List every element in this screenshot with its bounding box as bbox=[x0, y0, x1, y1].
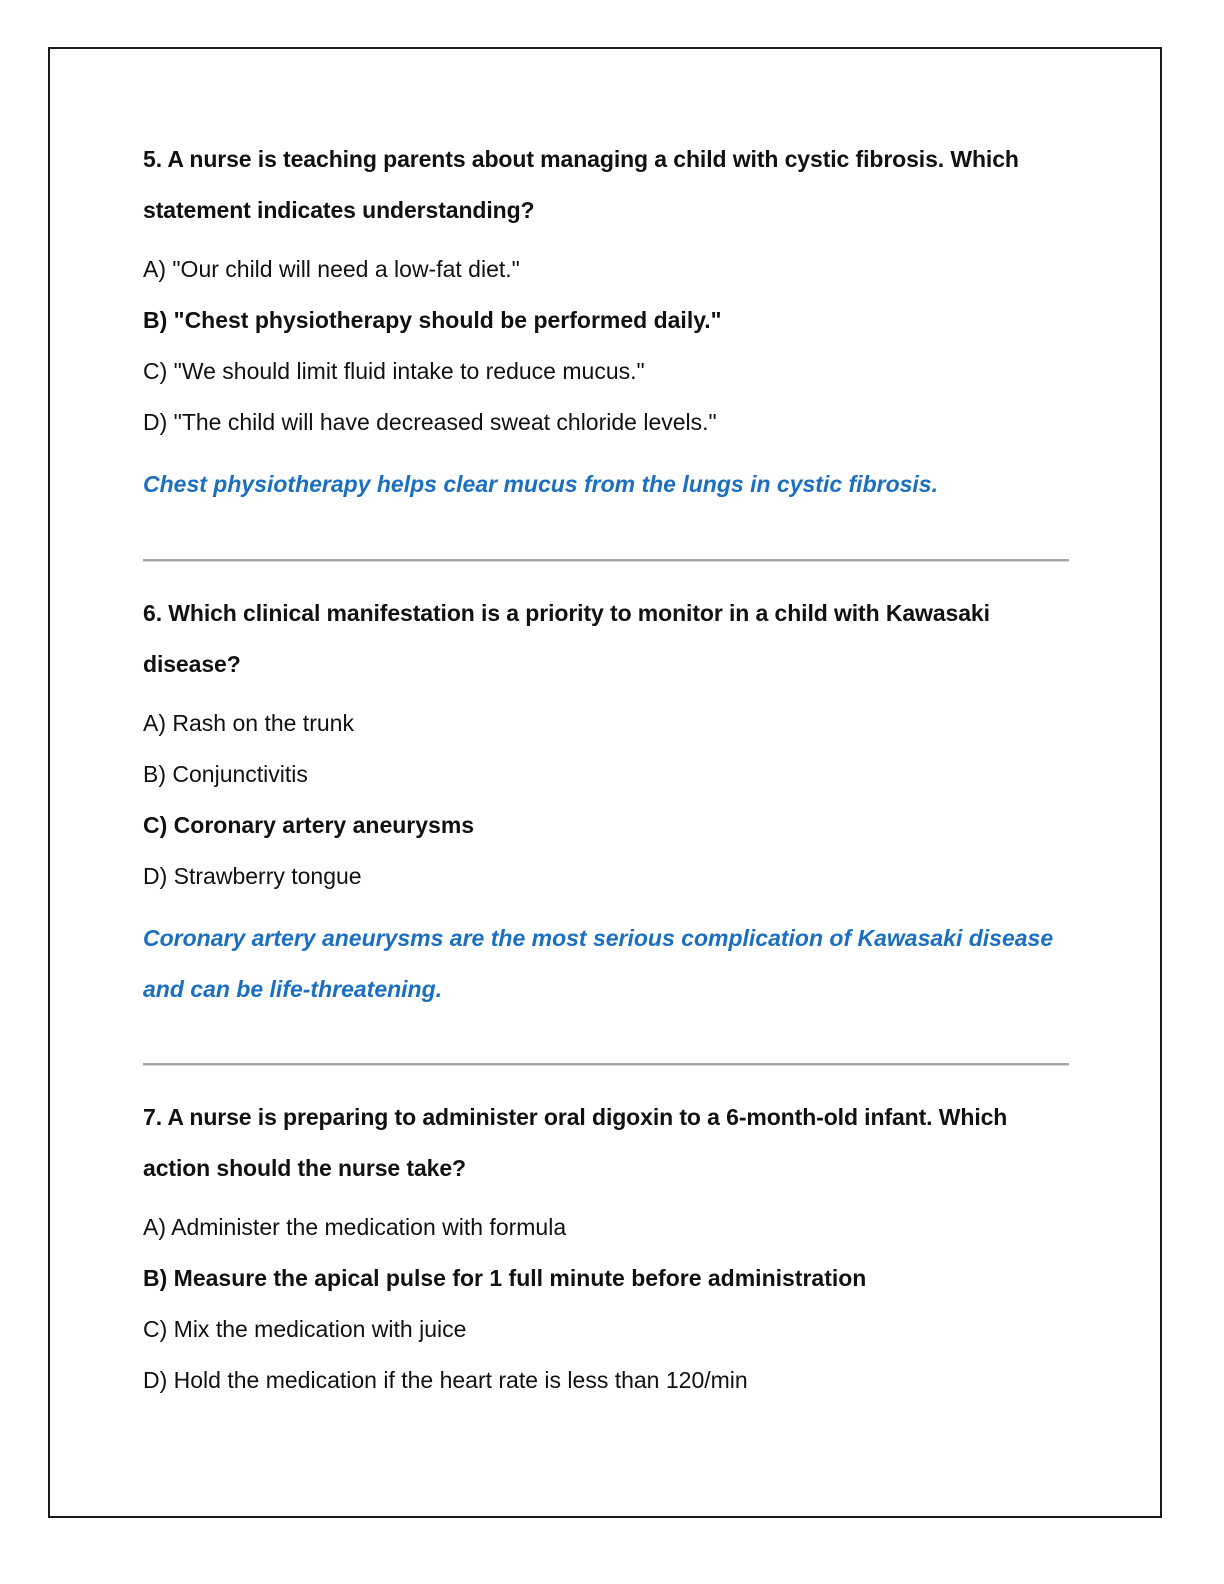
answer-options bbox=[143, 244, 1078, 448]
option-d: D) Strawberry tongue bbox=[143, 863, 362, 889]
option-a: A) Rash on the trunk bbox=[143, 710, 354, 736]
section-divider bbox=[143, 1063, 1069, 1065]
option-d: D) "The child will have decreased sweat chloride levels." bbox=[143, 409, 717, 435]
option-b-correct: B) "Chest physiotherapy should be performed daily." bbox=[143, 307, 722, 333]
question-7 bbox=[143, 1092, 1078, 1406]
rationale: Coronary artery aneurysms are the most serious complication of Kawasaki disease and can be life-threatening. bbox=[143, 925, 1054, 1002]
question-5 bbox=[143, 134, 1078, 510]
option-a: A) "Our child will need a low-fat diet." bbox=[143, 256, 520, 282]
option-c-correct: C) Coronary artery aneurysms bbox=[143, 812, 475, 838]
option-b: B) Conjunctivitis bbox=[143, 761, 308, 787]
question-6 bbox=[143, 588, 1078, 1015]
question-stem: 5. A nurse is teaching parents about managing a child with cystic fibrosis. Which statement indicates understanding? bbox=[143, 146, 1019, 223]
option-b-correct: B) Measure the apical pulse for 1 full minute before administration bbox=[143, 1265, 867, 1291]
question-stem: 7. A nurse is preparing to administer oral digoxin to a 6-month-old infant. Which action should the nurse take? bbox=[143, 1104, 1008, 1181]
answer-options bbox=[143, 1202, 1078, 1406]
rationale: Chest physiotherapy helps clear mucus from the lungs in cystic fibrosis. bbox=[143, 471, 938, 497]
option-c: C) Mix the medication with juice bbox=[143, 1316, 467, 1342]
answer-options bbox=[143, 698, 1078, 902]
option-d: D) Hold the medication if the heart rate is less than 120/min bbox=[143, 1367, 748, 1393]
section-divider bbox=[143, 559, 1069, 561]
option-a: A) Administer the medication with formula bbox=[143, 1214, 567, 1240]
option-c: C) "We should limit fluid intake to reduce mucus." bbox=[143, 358, 645, 384]
question-stem: 6. Which clinical manifestation is a priority to monitor in a child with Kawasaki disease? bbox=[143, 600, 990, 677]
